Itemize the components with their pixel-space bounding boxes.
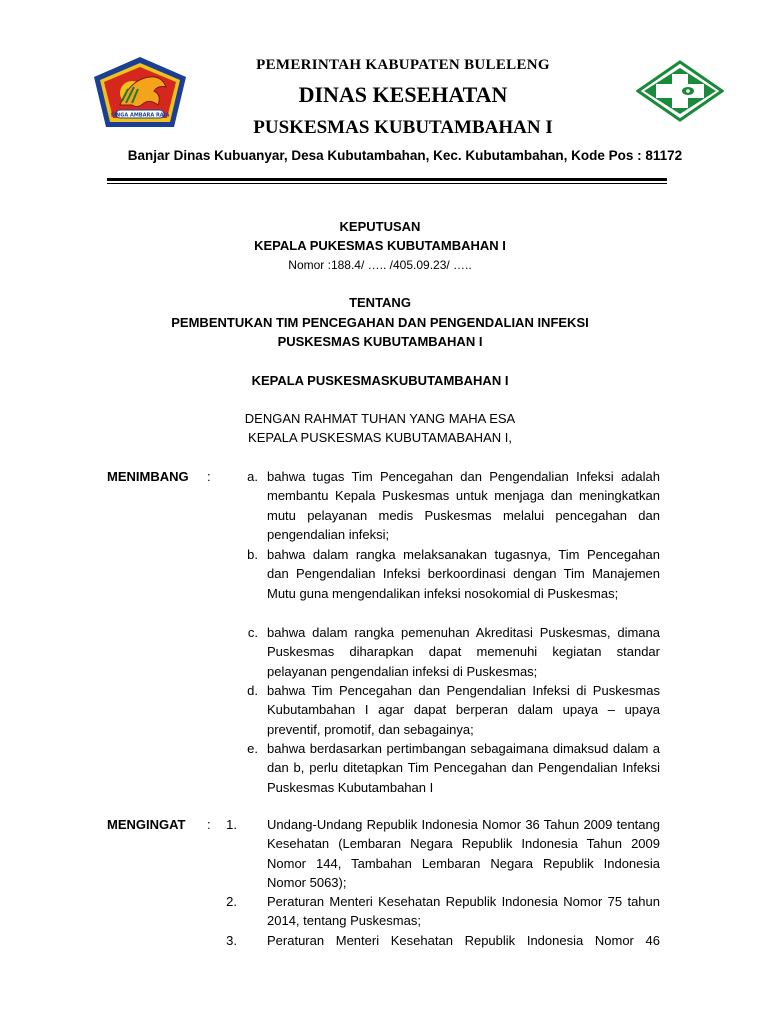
menimbang-marker-d: d.	[247, 683, 258, 698]
decree-issuer: KEPALA PUKESMAS KUBUTAMBAHAN I	[254, 238, 506, 253]
mengingat-item-3: Peraturan Menteri Kesehatan Republik Indonesia Nomor 46	[267, 933, 660, 948]
menimbang-marker-e: e.	[247, 741, 258, 756]
official-title: KEPALA PUSKESMASKUBUTAMBAHAN I	[251, 373, 509, 388]
menimbang-marker-b: b.	[247, 547, 258, 562]
agency-name: DINAS KESEHATAN	[298, 82, 508, 107]
decree-number: Nomor :188.4/ ….. /405.09.23/ …..	[288, 258, 472, 272]
mengingat-item-1: Undang-Undang Republik Indonesia Nomor 36 Tahun 2009 tentang Kesehatan (Lembaran Negara Republik Indonesia Tahun 2009 Nomor 144, Tambahan Lembaran Negara Republik Indonesia Nomor 5063);	[267, 817, 660, 890]
menimbang-item-a: bahwa tugas Tim Pencegahan dan Pengendalian Infeksi adalah membantu Kepala Puskesmas untuk menjaga dan meningkatkan mutu pelayanan medis Puskesmas melalui pencegahan dan pengendalian infeksi;	[267, 469, 660, 542]
decree-subject-line2: PUSKESMAS KUBUTAMBAHAN I	[277, 334, 483, 349]
logo-motto-text: SINGA AMBARA RAJA	[110, 112, 170, 119]
mengingat-colon: :	[207, 817, 211, 832]
menimbang-item-b: bahwa dalam rangka melaksanakan tugasnya, Tim Pencegahan dan Pengendalian Infeksi berkoordinasi dengan Tim Manajemen Mutu guna mengendalikan infeksi nosokomial di Puskesmas;	[267, 547, 660, 601]
menimbang-label: MENIMBANG	[107, 469, 189, 484]
menimbang-marker-a: a.	[247, 469, 258, 484]
menimbang-item-c: bahwa dalam rangka pemenuhan Akreditasi Puskesmas, dimana Puskesmas diharapkan dapat memenuhi kegiatan standar pelayanan pengendalian infeksi di Puskesmas;	[267, 625, 660, 679]
puskesmas-name: PUSKESMAS KUBUTAMBAHAN I	[253, 117, 553, 138]
mengingat-marker-3: 3.	[226, 933, 237, 948]
address: Banjar Dinas Kubuanyar, Desa Kubutambahan, Kec. Kubutambahan, Kode Pos : 81172	[127, 148, 683, 163]
letterhead-divider-thick	[107, 178, 667, 181]
mengingat-item-2: Peraturan Menteri Kesehatan Republik Indonesia Nomor 75 tahun 2014, tentang Puskesmas;	[267, 894, 660, 929]
letterhead-divider-thin	[107, 183, 667, 184]
puskesmas-green-cross-logo-icon	[636, 60, 724, 122]
menimbang-marker-c: c.	[247, 625, 258, 640]
mengingat-marker-2: 2.	[226, 894, 237, 909]
menimbang-colon: :	[207, 469, 211, 484]
menimbang-item-e: bahwa berdasarkan pertimbangan sebagaimana dimaksud dalam a dan b, perlu ditetapkan Tim Pencegahan dan Pengendalian Infeksi Puskesmas Kubutambahan I	[267, 741, 660, 795]
mengingat-label: MENGINGAT	[107, 817, 186, 832]
invocation-line1: DENGAN RAHMAT TUHAN YANG MAHA ESA	[244, 411, 516, 426]
invocation-line2: KEPALA PUSKESMAS KUBUTAMABAHAN I,	[248, 430, 512, 445]
menimbang-item-d: bahwa Tim Pencegahan dan Pengendalian Infeksi di Puskesmas Kubutambahan I agar dapat berperan dalam upaya – upaya preventif, promotif, dan sebagainya;	[267, 683, 660, 737]
mengingat-marker-1: 1.	[226, 817, 237, 832]
about-label: TENTANG	[349, 295, 411, 310]
government-name: PEMERINTAH KABUPATEN BULELENG	[256, 57, 550, 73]
decree-subject-line1: PEMBENTUKAN TIM PENCEGAHAN DAN PENGENDALIAN INFEKSI	[171, 315, 589, 330]
decree-title: KEPUTUSAN	[339, 219, 421, 234]
